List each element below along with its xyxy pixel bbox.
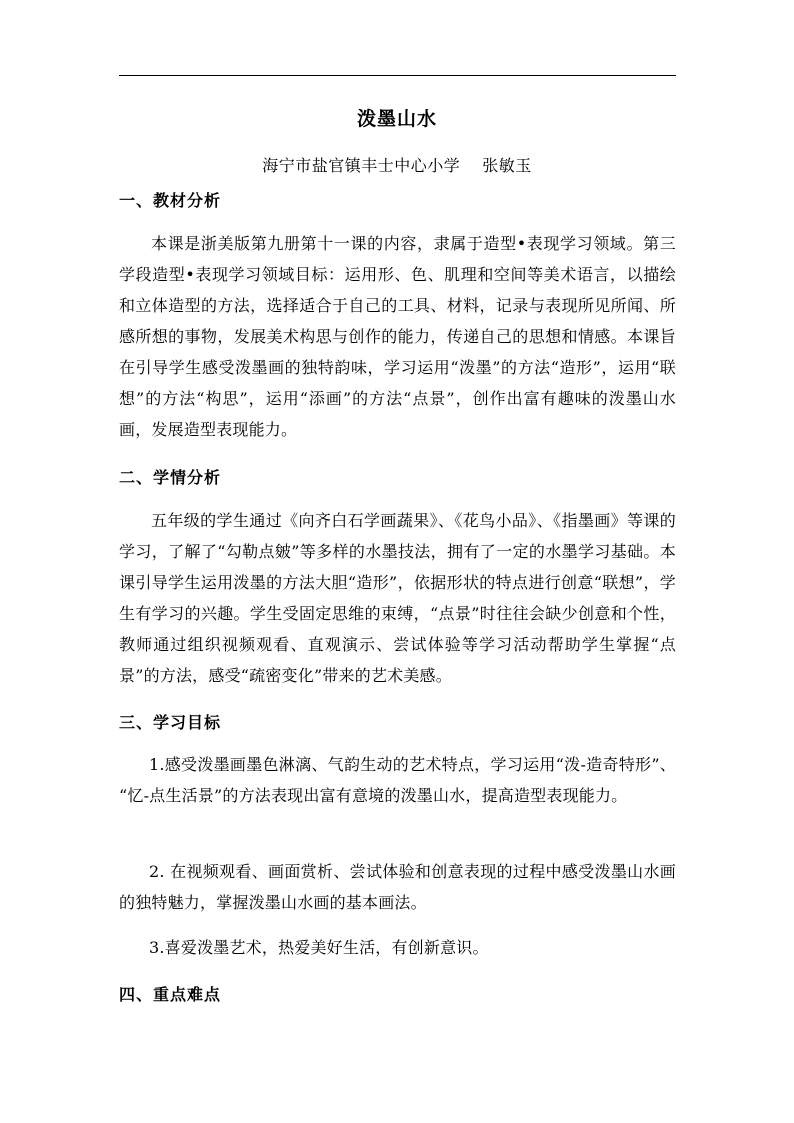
header-rule <box>119 75 676 76</box>
paragraph-student-analysis: 五年级的学生通过《向齐白石学画蔬果》、《花鸟小品》、《指墨画》等课的学习，了解了“勾勒点皴”等多样的水墨技法，拥有了一定的水墨学习基础。本课引导学生运用泼墨的方法大胆“造形”，依据形状的特点进行创意“联想”，学生有学习的兴趣。学生受固定思维的束缚，“点景”时往往会缺少创意和个性，教师通过组织视频观看、直观演示、尝试体验等学习活动帮助学生掌握“点景”的方法，感受“疏密变化”带来的艺术美感。 <box>119 511 676 685</box>
paragraph-goal-2: 2. 在视频观看、画面赏析、尝试体验和创意表现的过程中感受泼墨山水画的独特魅力，掌握泼墨山水画的基本画法。 <box>119 862 676 912</box>
document-title: 泼墨山水 <box>356 108 437 130</box>
author-school: 海宁市盐官镇丰士中心小学 <box>262 156 461 175</box>
paragraph-teaching-material: 本课是浙美版第九册第十一课的内容，隶属于造型•表现学习领域。第三学段造型•表现学习领域目标：运用形、色、肌理和空间等美术语言，以描绘和立体造型的方法，选择适合于自己的工具、材料，记录与表现所见所闻、所感所想的事物，发展美术构思与创作的能力，传递自己的思想和情感。本课旨在引导学生感受泼墨画的独特韵味，学习运用“泼墨”的方法“造形”，运用“联想”的方法“构思”，运用“添画”的方法“点景”，创作出富有趣味的泼墨山水画，发展造型表现能力。 <box>119 234 676 439</box>
section-heading-learning-goals: 三、学习目标 <box>119 713 222 732</box>
paragraph-goal-1: 1.感受泼墨画墨色淋漓、气韵生动的艺术特点，学习运用“泼-造奇特形”、 “忆-点生活景”的方法表现出富有意境的泼墨山水，提高造型表现能力。 <box>119 755 676 805</box>
paragraph-goal-3: 3.喜爱泼墨艺术，热爱美好生活，有创新意识。 <box>149 938 489 957</box>
section-heading-teaching-material: 一、教材分析 <box>119 191 222 210</box>
section-heading-key-points: 四、重点难点 <box>119 985 222 1004</box>
section-heading-student-analysis: 二、学情分析 <box>119 468 222 487</box>
author-name: 张敏玉 <box>482 156 532 175</box>
author-line <box>0 153 794 176</box>
